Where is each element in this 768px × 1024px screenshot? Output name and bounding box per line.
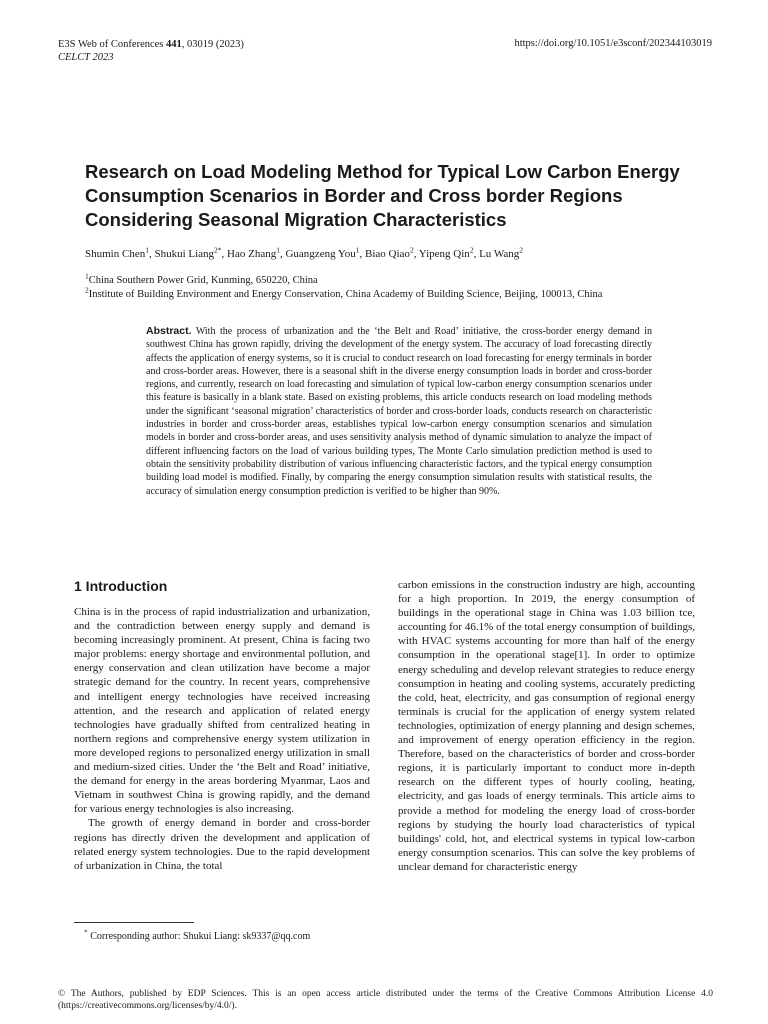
author: Biao Qiao$^2$, — [365, 245, 419, 260]
license-footer: © The Authors, published by EDP Sciences. This is an open access article distributed under the terms of the Creative Commons Attribution License 4.0 (https://creativecommons.org/licenses/by/4.0/). — [58, 989, 713, 1011]
abstract-label: Abstract. — [146, 325, 192, 337]
left-column — [74, 605, 370, 873]
body-paragraph: China is in the process of rapid industrialization and urbanization, and the contradiction between energy supply and demand is becoming increasingly prominent. At present, China is facing two major problems: energy shortage and environmental pollution, and energy conservation and clean utilization have become a major strategic demand for the country. In recent years, comprehensive and intelligent energy technologies have received increasing attention, and the research and application of related energy technologies have gradually shifted from centralized heating in northern regions and comprehensive energy system utilization in more developed regions to personalized energy utilization in small and medium-sized cities. Under the ‘the Belt and Road’ initiative, the demand for energy in the areas bordering Myanmar, Laos and Vietnam in southwest China is growing rapidly, and the demand for various energy technologies is also increasing. — [74, 606, 370, 816]
affiliation-2: $^2$Institute of Building Environment and Energy Conservation, China Academy of Building Science, Beijing, 100013, China — [85, 285, 603, 300]
author-list — [85, 245, 725, 260]
author: Guangzeng You$^1$, — [285, 245, 366, 260]
conference-code: CELCT 2023 — [58, 52, 114, 63]
author: Shumin Chen$^1$, — [85, 245, 155, 260]
author: Shukui Liang$^{2*}$, — [154, 245, 228, 260]
author: Lu Wang$^2$ — [479, 245, 523, 260]
abstract-text: With the process of urbanization and the ‘the Belt and Road’ initiative, the cross-border energy demand in southwest China has grown rapidly, driving the development of the energy system. The accuracy of load forecasting directly affects the application of energy systems, so it is crucial to conduct research on load forecasting for energy terminals in border and cross-border areas. However, there is a seasonal shift in the diverse energy consumption loads in border and cross-border regions, and currently, research on load forecasting and simulation of typical low-carbon energy consumption scenarios under this feature is basically in a blank state. Based on existing problems, this article conducts research on load modeling methods under the significant ‘seasonal migration’ characteristics of border and cross-border loads, conducts research on characteristic industries in border and cross-border areas, establishes typical low-carbon energy consumption scenarios and simulation models in border and cross-border areas, and uses sensitivity analysis method of dynamic simulation to analyze the impact of different influencing factors on the load of various building types, The Monte Carlo simulation prediction method is used to obtain the sensitivity probability distribution of various influencing characteristic factors, and the typical energy consumption building load model is modified. Finally, by comparing the energy consumption simulation results with statistical results, the accuracy of simulation energy consumption prediction is verified to be higher than 90%. — [146, 326, 652, 497]
volume-number: 441 — [166, 39, 182, 50]
right-column — [398, 578, 695, 874]
abstract — [146, 325, 652, 498]
paper-title: Research on Load Modeling Method for Typical Low Carbon Energy Consumption Scenarios in Border and Cross border Regions Considering Seasonal Migration Characteristics — [85, 161, 680, 230]
conference-citation: E3S Web of Conferences 441, 03019 (2023) — [58, 39, 244, 50]
affiliation-1: $^1$China Southern Power Grid, Kunming, 650220, China — [85, 271, 318, 286]
section-heading: 1 Introduction — [74, 578, 168, 594]
body-paragraph: carbon emissions in the construction industry are high, accounting for a high proportion. In 2019, the energy consumption of buildings in the operational stage in China was 1.03 billion tce, accounting for 46.1% of the total energy consumption of buildings, with HVAC systems accounting for more than half of the energy consumption in the operational stage[1]. In order to optimize energy scheduling and develop relevant strategies to reduce energy consumption in heating and cooling systems, accurately predicting the cold, heat, electricity, and gas consumption of regional energy terminals is crucial for the application of energy system related technologies, optimization of energy planning and design schemes, and improvement of energy operation efficiency in the region. Therefore, based on the characteristics of border and cross-border regions, it is particularly important to conduct more in-depth research on the different types of hourly cooling, heating, electricity, and gas loads of energy terminals. This article aims to provide a method for modeling the energy load of cross-border regions by studying the hourly load characteristics of typical buildings' cold, hot, and electrical systems in typical low-carbon energy consumption scenarios. This can solve the key problems of unclear demand for characteristic energy — [398, 579, 695, 873]
running-header-left — [58, 38, 244, 64]
author: Yipeng Qin$^2$, — [418, 245, 480, 260]
author: Hao Zhang$^1$, — [227, 245, 286, 260]
body-paragraph: The growth of energy demand in border and cross-border regions has directly driven the development and application of related energy system technologies. Due to the rapid development of urbanization in China, the total — [74, 817, 370, 872]
footnote: * Corresponding author: Shukui Liang: sk9337@qq.com — [84, 927, 311, 942]
footnote-divider — [74, 922, 194, 923]
doi-link[interactable]: https://doi.org/10.1051/e3sconf/202344103019 — [514, 38, 712, 49]
